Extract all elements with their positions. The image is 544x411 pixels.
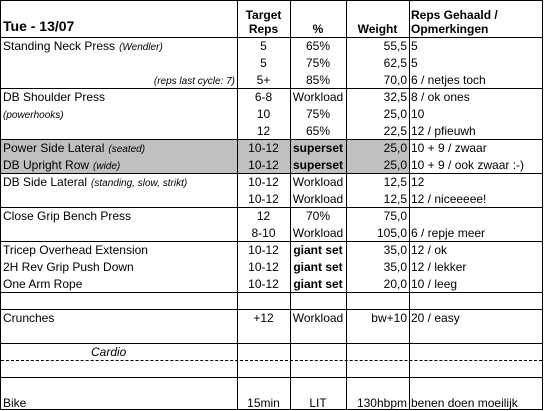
row-divider [1,88,542,89]
reps-done-cell: 10 [411,107,425,121]
weight-cell [346,360,409,377]
table-row [1,139,542,156]
percent-cell: 75% [305,107,331,121]
reps-done-cell [409,326,542,343]
target-reps-header [237,1,290,37]
reps-done-cell: 10 / leeg [411,277,458,291]
percent-cell: giant set [293,277,343,291]
exercise-name: One Arm Rope [3,277,83,291]
reps-done-cell: 5 [411,56,418,70]
target-reps-cell: 10-12 [248,141,279,155]
exercise-note: (seated) [108,144,146,155]
target-reps-cell: 10-12 [248,192,279,206]
exercise-cell [1,37,237,54]
target-reps-cell: 10-12 [248,277,279,291]
exercise-note: Cardio [91,345,127,359]
exercise-name: DB Upright Row [3,158,90,172]
table-row [1,122,542,139]
target-reps-header-line1: Target [245,8,282,22]
header-row [1,1,542,37]
row-divider-dashed [1,360,542,361]
weight-cell: 62,5 [383,56,407,70]
exercise-cell [1,309,237,326]
table-row [1,173,542,190]
target-reps-cell: +12 [253,311,274,325]
exercise-cell [1,88,237,105]
percent-cell: Workload [292,311,344,325]
weight-cell: 35,0 [383,260,407,274]
exercise-cell [1,258,237,275]
reps-done-cell [409,207,542,224]
table-row [1,343,542,360]
target-reps-cell: 10-12 [248,243,279,257]
table-row [1,275,542,292]
exercise-cell [1,207,237,224]
weight-header [346,1,409,37]
weight-cell: 75,0 [383,209,407,223]
target-reps-cell [237,292,290,309]
target-reps-cell: 5 [260,39,267,53]
percent-cell: LIT [309,396,327,410]
weight-cell: 55,5 [383,39,407,53]
weight-cell: 12,5 [383,175,407,189]
col-line-4 [409,1,410,410]
exercise-cell [1,105,237,122]
row-divider [1,173,542,174]
reps-done-cell: benen doen moeilijk [411,396,518,410]
target-reps-cell: 12 [256,124,271,138]
percent-cell: 70% [305,209,331,223]
exercise-cell [1,54,237,71]
row-divider [1,377,542,378]
exercise-cell [1,326,237,343]
sheet-title: Tue - 13/07 [3,18,75,34]
target-reps-cell [237,343,290,360]
weight-cell: 25,0 [383,107,407,121]
target-reps-cell: 15min [247,396,280,410]
weight-header-label: Weight [357,22,398,36]
exercise-cell [1,275,237,292]
table-row [1,241,542,258]
weight-cell: 32,5 [383,90,407,104]
reps-done-cell [409,360,542,377]
exercise-name: DB Shoulder Press [3,90,106,104]
percent-cell [290,292,346,309]
exercise-name: Crunches [3,311,55,325]
reps-done-header-line1: Reps Gehaald / [411,8,498,22]
exercise-cell [1,360,237,377]
exercise-cell [1,292,237,309]
reps-done-cell: 12 / pfieuwh [411,124,476,138]
weight-cell [346,326,409,343]
weight-cell: 130hbpm [356,396,407,410]
exercise-name: DB Side Lateral [3,175,88,189]
weight-cell: 12,5 [383,192,407,206]
weight-cell: 70,0 [383,73,407,87]
percent-cell [290,343,346,360]
weight-cell: 25,0 [383,141,407,155]
reps-done-header-line2: Opmerkingen [411,22,489,36]
percent-cell: 65% [305,124,331,138]
reps-done-cell: 6 / netjes toch [411,73,486,87]
exercise-cell [1,139,237,156]
reps-done-cell: 12 [411,175,425,189]
exercise-cell [1,173,237,190]
reps-done-cell [409,292,542,309]
target-reps-cell [237,326,290,343]
percent-cell: giant set [293,260,343,274]
weight-cell: 25,0 [383,158,407,172]
percent-cell: superset [292,158,344,172]
weight-cell: 22,5 [383,124,407,138]
exercise-name: Standing Neck Press [3,39,116,53]
reps-done-cell: 10 + 9 / ook zwaar :-) [411,158,525,172]
percent-cell: Workload [292,192,344,206]
exercise-cell [1,241,237,258]
percent-cell: Workload [292,90,344,104]
percent-cell [290,326,346,343]
col-line-1 [237,1,238,410]
target-reps-cell: 10-12 [248,158,279,172]
target-reps-cell: 8-10 [251,226,276,240]
reps-done-header [409,1,542,37]
table-row [1,326,542,343]
target-reps-cell: 5 [260,56,267,70]
weight-cell: 20,0 [383,277,407,291]
percent-cell [290,360,346,377]
table-row [1,37,542,54]
exercise-cell [1,377,237,410]
table-row [1,258,542,275]
percent-cell: Workload [292,226,344,240]
reps-done-cell [409,343,542,360]
table-row [1,71,542,88]
percent-cell: Workload [292,175,344,189]
table-row [1,360,542,377]
target-reps-cell: 10-12 [248,175,279,189]
reps-done-cell: 12 / niceeeee! [411,192,487,206]
weight-cell: 35,0 [383,243,407,257]
reps-done-cell: 20 / easy [411,311,460,325]
row-divider [1,139,542,140]
reps-done-cell: 12 / ok [411,243,448,257]
col-line-2 [290,1,291,410]
row-divider [1,37,542,38]
target-reps-cell: 12 [256,209,271,223]
exercise-note: (powerhooks) [3,110,64,121]
table-row [1,292,542,309]
exercise-name: Tricep Overhead Extension [3,243,148,257]
exercise-cell [1,224,237,241]
percent-cell: 75% [305,56,331,70]
weight-cell [346,292,409,309]
target-reps-cell: 10-12 [248,260,279,274]
reps-done-cell: 6 / repje meer [411,226,486,240]
percent-header [290,1,346,37]
exercise-cell [1,343,237,360]
exercise-cell [1,156,237,173]
percent-cell: superset [292,141,344,155]
table-row [1,190,542,207]
weight-cell [346,343,409,360]
percent-cell: giant set [293,243,343,257]
col-line-3 [346,1,347,410]
table-row [1,224,542,241]
table-row [1,156,542,173]
table-row [1,88,542,105]
exercise-note: (Wendler) [119,42,163,53]
weight-cell: 105,0 [376,226,407,240]
exercise-name: Close Grip Bench Press [3,209,132,223]
row-divider [1,241,542,242]
exercise-note: (standing, slow, strikt) [91,178,188,189]
exercise-name: 2H Rev Grip Push Down [3,260,134,274]
target-reps-cell: 6-8 [254,90,273,104]
target-reps-cell [237,360,290,377]
exercise-note: (wide) [93,161,121,172]
row-divider [1,343,542,344]
table-row [1,309,542,326]
exercise-name: Power Side Lateral [3,141,105,155]
table-row [1,377,542,410]
exercise-cell [1,190,237,207]
percent-cell: 85% [305,73,331,87]
reps-done-cell: 12 / lekker [411,260,467,274]
table-row [1,207,542,224]
exercise-cell [1,71,237,88]
reps-done-cell: 8 / ok ones [411,90,470,104]
table-row [1,105,542,122]
sheet-title-cell [1,1,237,37]
weight-cell: bw+10 [371,311,407,325]
exercise-name: Bike [3,396,27,410]
target-reps-header-line2: Reps [248,22,279,36]
reps-done-cell: 10 + 9 / zwaar [411,141,487,155]
row-divider [1,292,542,293]
percent-cell: 65% [305,39,331,53]
exercise-note: (reps last cycle: 7) [153,76,235,87]
row-divider [1,207,542,208]
target-reps-cell: 5+ [256,73,271,87]
reps-done-cell: 5 [411,39,418,53]
table-row [1,54,542,71]
row-divider [1,309,542,310]
exercise-cell [1,122,237,139]
target-reps-cell: 10 [256,107,271,121]
percent-header-label: % [312,22,324,36]
